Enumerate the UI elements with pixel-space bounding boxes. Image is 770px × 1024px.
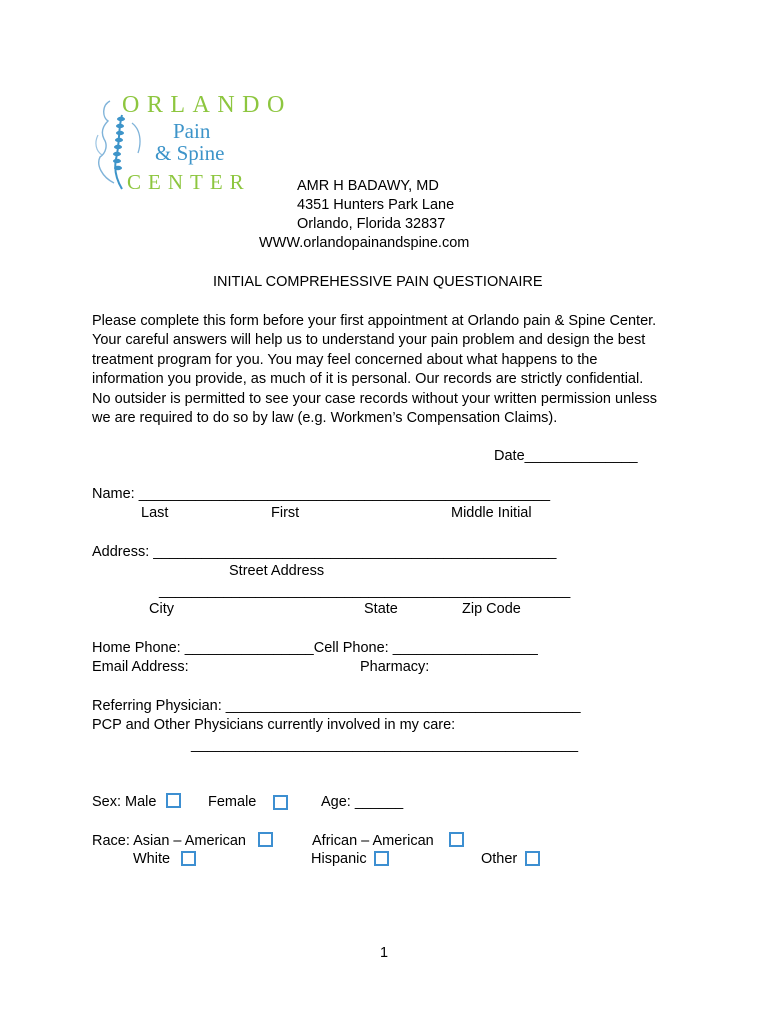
address-field[interactable]: Address: __________________________________________________	[92, 544, 557, 560]
street-address-label: Street Address	[229, 563, 325, 579]
male-checkbox[interactable]	[166, 793, 181, 808]
other-checkbox[interactable]	[525, 851, 540, 866]
hispanic-label: Hispanic	[311, 851, 367, 867]
race-asian-label: Race: Asian – American	[92, 833, 246, 849]
referring-physician-field[interactable]: Referring Physician: ____________________________________________	[92, 698, 581, 714]
logo-center-text: CENTER	[127, 170, 251, 194]
asian-american-checkbox[interactable]	[258, 832, 273, 847]
intro-line: Your careful answers will help us to understand your pain problem and design the best	[92, 332, 646, 349]
pcp-label: PCP and Other Physicians currently involved in my care:	[92, 717, 456, 733]
intro-line: information you provide, as much of it is personal. Our records are strictly confidential.	[92, 371, 644, 388]
clinic-street: 4351 Hunters Park Lane	[297, 197, 455, 213]
state-label: State	[364, 601, 398, 617]
form-title: INITIAL COMPREHESSIVE PAIN QUESTIONAIRE	[213, 274, 543, 290]
doctor-name: AMR H BADAWY, MD	[297, 178, 439, 194]
sex-female-label: Female	[208, 794, 257, 810]
name-field[interactable]: Name: ___________________________________________________	[92, 486, 551, 502]
logo-orlando-text: ORLANDO	[122, 92, 292, 118]
white-checkbox[interactable]	[181, 851, 196, 866]
pcp-field[interactable]: ________________________________________________	[191, 737, 579, 753]
name-last-label: Last	[141, 505, 169, 521]
intro-line: treatment program for you. You may feel concerned about what happens to the	[92, 351, 598, 368]
female-checkbox[interactable]	[273, 795, 288, 810]
logo-pain-text: Pain	[173, 119, 211, 143]
page-number: 1	[380, 945, 389, 961]
white-label: White	[133, 851, 171, 867]
clinic-city: Orlando, Florida 32837	[297, 216, 446, 232]
logo-spine-text: & Spine	[155, 141, 225, 165]
intro-paragraph	[92, 312, 692, 428]
phone-field[interactable]: Home Phone: ________________Cell Phone: __________________	[92, 640, 538, 656]
intro-line: we are required to do so by law (e.g. Workmen’s Compensation Claims).	[92, 410, 558, 427]
age-field[interactable]: Age: ______	[321, 794, 404, 810]
sex-male-label: Sex: Male	[92, 794, 157, 810]
african-american-checkbox[interactable]	[449, 832, 464, 847]
pharmacy-field[interactable]: Pharmacy:	[360, 659, 430, 675]
clinic-website: WWW.orlandopainandspine.com	[259, 235, 470, 251]
other-label: Other	[481, 851, 518, 867]
african-american-label: African – American	[312, 833, 434, 849]
date-field[interactable]: Date______________	[494, 448, 638, 464]
address-line2-field[interactable]: ___________________________________________________	[159, 583, 571, 599]
name-middle-label: Middle Initial	[451, 505, 532, 521]
hispanic-checkbox[interactable]	[374, 851, 389, 866]
city-label: City	[149, 601, 174, 617]
intro-line: Please complete this form before your first appointment at Orlando pain & Spine Center.	[92, 313, 657, 329]
intro-line: No outsider is permitted to see your case records without your written permission unless	[92, 390, 657, 407]
email-field[interactable]: Email Address:	[92, 659, 189, 675]
zip-label: Zip Code	[462, 601, 521, 617]
name-first-label: First	[271, 505, 300, 521]
